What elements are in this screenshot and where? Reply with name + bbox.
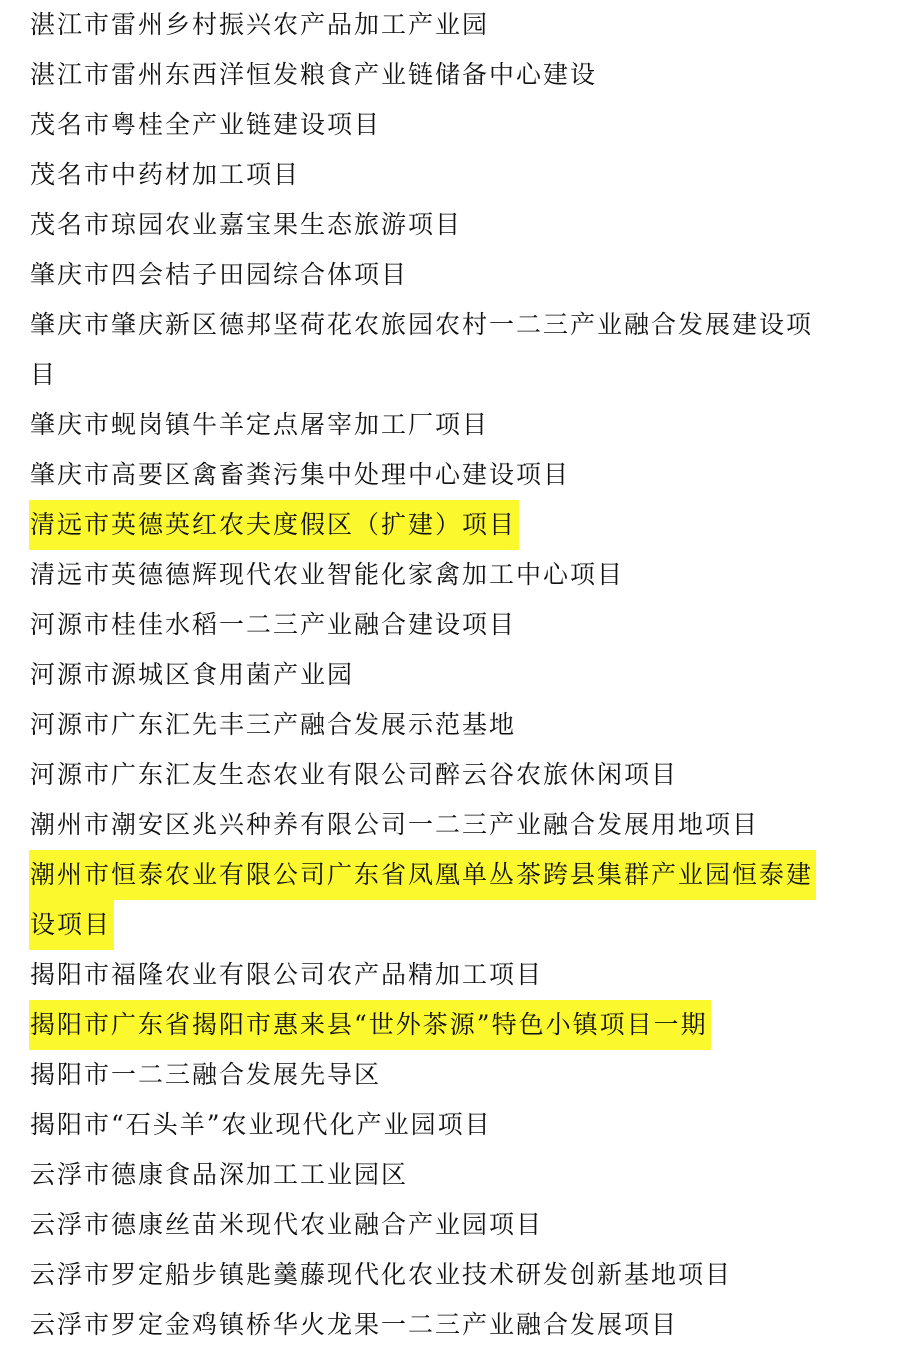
project-line-text: 设项目 <box>29 900 114 950</box>
project-line <box>30 350 875 400</box>
project-line <box>30 250 875 300</box>
project-line <box>30 700 875 750</box>
project-line-text: 云浮市德康食品深加工工业园区 <box>30 1160 409 1189</box>
project-line-text: 揭阳市广东省揭阳市惠来县“世外茶源”特色小镇项目一期 <box>29 1000 711 1050</box>
highlighted-project-line <box>30 500 875 550</box>
project-line-text: 茂名市粤桂全产业链建设项目 <box>30 110 382 139</box>
project-line <box>30 550 875 600</box>
project-line-text: 潮州市潮安区兆兴种养有限公司一二三产业融合发展用地项目 <box>30 810 760 839</box>
project-line-text: 茂名市中药材加工项目 <box>30 160 301 189</box>
project-line <box>30 0 875 50</box>
project-line-text: 湛江市雷州东西洋恒发粮食产业链储备中心建设 <box>30 60 598 89</box>
project-line-text: 河源市源城区食用菌产业园 <box>30 660 355 689</box>
project-line <box>30 950 875 1000</box>
project-line-text: 河源市广东汇友生态农业有限公司醉云谷农旅休闲项目 <box>30 760 679 789</box>
project-line <box>30 200 875 250</box>
project-line-text: 清远市英德德辉现代农业智能化家禽加工中心项目 <box>30 560 625 589</box>
project-line-text: 肇庆市高要区禽畜粪污集中处理中心建设项目 <box>30 460 571 489</box>
project-line-text: 河源市广东汇先丰三产融合发展示范基地 <box>30 710 517 739</box>
project-line <box>30 50 875 100</box>
highlighted-project-line <box>30 1000 875 1050</box>
project-line-text: 云浮市罗定船步镇匙羹藤现代化农业技术研发创新基地项目 <box>30 1260 733 1289</box>
project-line <box>30 150 875 200</box>
project-line-text: 云浮市罗定金鸡镇桥华火龙果一二三产业融合发展项目 <box>30 1310 679 1339</box>
project-line <box>30 1100 875 1150</box>
project-line-text: 湛江市雷州乡村振兴农产品加工产业园 <box>30 10 490 39</box>
project-line-text: 茂名市琼园农业嘉宝果生态旅游项目 <box>30 210 463 239</box>
project-line <box>30 600 875 650</box>
highlighted-project-line <box>30 900 875 950</box>
project-line <box>30 400 875 450</box>
project-line <box>30 800 875 850</box>
project-line-text: 肇庆市蚬岗镇牛羊定点屠宰加工厂项目 <box>30 410 490 439</box>
project-line <box>30 1250 875 1300</box>
project-line-text: 潮州市恒泰农业有限公司广东省凤凰单丛茶跨县集群产业园恒泰建 <box>29 850 816 900</box>
project-line-text: 肇庆市四会桔子田园综合体项目 <box>30 260 409 289</box>
project-line-text: 揭阳市福隆农业有限公司农产品精加工项目 <box>30 960 544 989</box>
project-line <box>30 100 875 150</box>
project-line-text: 河源市桂佳水稻一二三产业融合建设项目 <box>30 610 517 639</box>
project-line <box>30 1150 875 1200</box>
highlighted-project-line <box>30 850 875 900</box>
project-line-text: 目 <box>30 360 58 389</box>
project-line <box>30 650 875 700</box>
project-line <box>30 1200 875 1250</box>
project-line <box>30 1050 875 1100</box>
project-line <box>30 750 875 800</box>
project-line-text: 云浮市德康丝苗米现代农业融合产业园项目 <box>30 1210 544 1239</box>
project-line <box>30 300 875 350</box>
project-line <box>30 1300 875 1350</box>
project-line-text: 揭阳市一二三融合发展先导区 <box>30 1060 382 1089</box>
project-line-text: 清远市英德英红农夫度假区（扩建）项目 <box>29 500 519 550</box>
project-line <box>30 450 875 500</box>
project-list <box>30 0 875 1350</box>
project-line-text: 肇庆市肇庆新区德邦坚荷花农旅园农村一二三产业融合发展建设项 <box>30 310 814 339</box>
project-line-text: 揭阳市“石头羊”农业现代化产业园项目 <box>30 1110 492 1139</box>
